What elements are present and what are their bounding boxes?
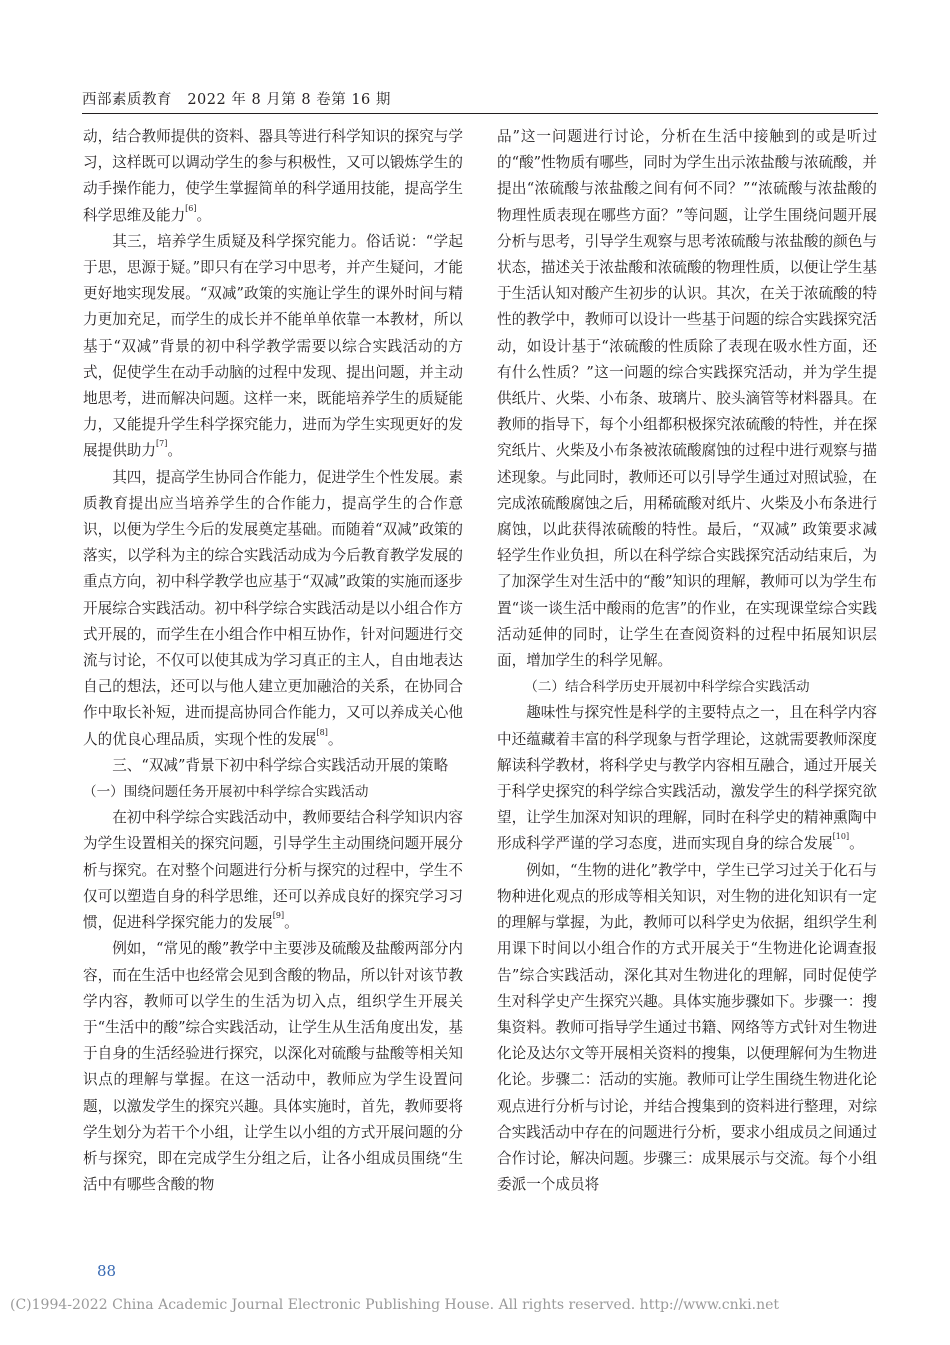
right-column [497,124,877,1198]
copyright-footer: (C)1994-2022 China Academic Journal Electronic Publishing House. All rights reserved. http://www.cnki.net [10,1297,780,1313]
paragraph [83,936,463,1198]
paragraph-text: （一）围绕问题任务开展初中科学综合实践活动 [83,784,369,801]
paragraph-text: 三、“双减”背景下初中科学综合实践活动开展的策略 [112,756,449,774]
paragraph-tail: 。 [196,206,212,224]
paragraph [83,805,463,936]
issue-info: 2022 年 8 月第 8 卷第 16 期 [187,92,391,108]
paragraph-text: 动，结合教师提供的资料、器具等进行科学知识的探究与学习，这样既可以调动学生的参与积极性，又可以锻炼学生的动手操作能力，使学生掌握简单的科学通用技能，提高学生科学思维及能力 [83,128,463,224]
paragraph-text: 在初中科学综合实践活动中，教师要结合科学知识内容为学生设置相关的探究问题，引导学生主动围绕问题开展分析与探究。在对整个问题进行分析与探究的过程中，学生不仅可以塑造自身的科学思维，还可以养成良好的探究学习习惯，促进科学探究能力的发展 [83,809,463,932]
paragraph [83,229,463,465]
journal-name: 西部素质教育 [82,92,172,108]
citation-ref: [6] [185,203,197,213]
paragraph-text: 例如，“生物的进化”教学中，学生已学习过关于化石与物种进化观点的形成等相关知识，对生物的进化知识有一定的理解与掌握，为此，教师可以科学史为依据，组织学生利用课下时间以小组合作的方式开展关于“生物进化论调查报告”综合实践活动，深化其对生物进化的理解，同时促使学生对科学史产生探究兴趣。具体实施步骤如下。步骤一：搜集资料。教师可指导学生通过书籍、网络等方式针对生物进化论及达尔文等开展相关资料的搜集，以便理解何为生物进化论。步骤二：活动的实施。教师可让学生围绕生物进化论观点进行分析与讨论，并结合搜集到的资料进行整理，对综合实践活动中存在的问题进行分析，要求小组成员之间通过合作讨论，解决问题。步骤三：成果展示与交流。每个小组委派一个成员将 [497,861,877,1194]
paragraph-text: 例如，“常见的酸”教学中主要涉及硫酸及盐酸两部分内容，而在生活中也经常会见到含酸的物品，所以针对该节教学内容，教师可以学生的生活为切入点，组织学生开展关于“生活中的酸”综合实践活动，让学生从生活角度出发，基于自身的生活经验进行探究，以深化对硫酸与盐酸等相关知识点的理解与掌握。在这一活动中，教师应为学生设置问题，以激发学生的探究兴趣。具体实施时，首先，教师要将学生划分为若干个小组，让学生以小组的方式开展问题的分析与探究，即在完成学生分组之后，让各小组成员围绕“生活中有哪些含酸的物 [83,940,463,1194]
page-number: 88 [97,1262,117,1280]
paragraph [497,700,877,857]
paragraph-text: 品”这一问题进行讨论，分析在生活中接触到的或是听过的“酸”性物质有哪些，同时为学生出示浓盐酸与浓硫酸，并提出“浓硫酸与浓盐酸之间有何不同？”“浓硫酸与浓盐酸的物理性质表现在哪些方面？”等问题，让学生围绕问题开展分析与思考，引导学生观察与思考浓硫酸与浓盐酸的颜色与状态，描述关于浓盐酸和浓硫酸的物理性质，以便让学生基于生活认知对酸产生初步的认识。其次，在关于浓硫酸的特性的教学中，教师可以设计一些基于问题的综合实践探究活动，如设计基于“浓硫酸的性质除了表现在吸水性方面，还有什么性质？”这一问题的综合实践探究活动，并为学生提供纸片、火柴、小布条、玻璃片、胶头滴管等材料器具。在教师的指导下，每个小组都积极探究浓硫酸的特性，并在探究纸片、火柴及小布条被浓硫酸腐蚀的过程中进行观察与描述现象。与此同时，教师还可以引导学生通过对照试验，在完成浓硫酸腐蚀之后，用稀硫酸对纸片、火柴及小布条进行腐蚀，以此获得浓硫酸的特性。最后，“双减” 政策要求减轻学生作业负担，所以在科学综合实践探究活动结束后，为了加深学生对生活中的“酸”知识的理解，教师可以为学生布置“谈一谈生活中酸雨的危害”的作业，在实现课堂综合实践活动延伸的同时，让学生在查阅资料的过程中拓展知识层面，增加学生的科学见解。 [497,128,877,670]
citation-ref: [9] [272,911,285,921]
paragraph [83,753,463,779]
paragraph-tail: 。 [327,730,343,748]
citation-ref: [10] [832,832,850,842]
subsection-heading [83,779,463,805]
paragraph-text: （二）结合科学历史开展初中科学综合实践活动 [524,679,810,696]
running-header [82,88,391,109]
paragraph-tail: 。 [284,914,299,932]
paragraph-continuation [83,124,463,229]
subsection-heading [497,674,877,700]
paragraph-text: 其三，培养学生质疑及科学探究能力。俗话说：“学起于思，思源于疑。”即只有在学习中思考，并产生疑问，才能更好地实现发展。“双减”政策的实施让学生的课外时间与精力更加充足，而学生的成长并不能单单依靠一本教材，所以基于“双减”背景的初中科学教学需要以综合实践活动的方式，促使学生在动手动脑的过程中发现、提出问题，并主动地思考，进而解决问题。这样一来，既能培养学生的质疑能力，又能提升学生科学探究能力，进而为学生实现更好的发展提供助力 [83,232,463,460]
paragraph [83,465,463,753]
paragraph-text: 其四，提高学生协同合作能力，促进学生个性发展。素质教育提出应当培养学生的合作能力，提高学生的合作意识，以便为学生今后的发展奠定基础。而随着“双减”政策的落实，以学科为主的综合实践活动成为今后教育教学发展的重点方向，初中科学教学也应基于“双减”政策的实施而逐步开展综合实践活动。初中科学综合实践活动是以小组合作方式开展的，而学生在小组合作中相互协作，针对问题进行交流与讨论，不仅可以使其成为学习真正的主人，自由地表达自己的想法，还可以与他人建立更加融洽的关系，在协同合作中取长补短，进而提高协同合作能力，又可以养成关心他人的优良心理品质，实现个性的发展 [83,468,463,748]
paragraph-text: 趣味性与探究性是科学的主要特点之一，且在科学内容中还蕴藏着丰富的科学现象与哲学理论，这就需要教师深度解读科学教材，将科学史与教学内容相互融合，通过开展关于科学史探究的科学综合实践活动，激发学生的科学探究欲望，让学生加深对知识的理解，同时在科学史的精神熏陶中形成科学严谨的学习态度，进而实现自身的综合发展 [497,704,877,853]
left-column [83,124,463,1198]
paragraph-tail: 。 [849,835,864,853]
paragraph-tail: 。 [167,442,182,460]
citation-ref: [7] [155,439,168,449]
header-rule [82,113,878,114]
paragraph [497,858,877,1199]
citation-ref: [8] [316,727,328,737]
paragraph-continuation [497,124,877,674]
